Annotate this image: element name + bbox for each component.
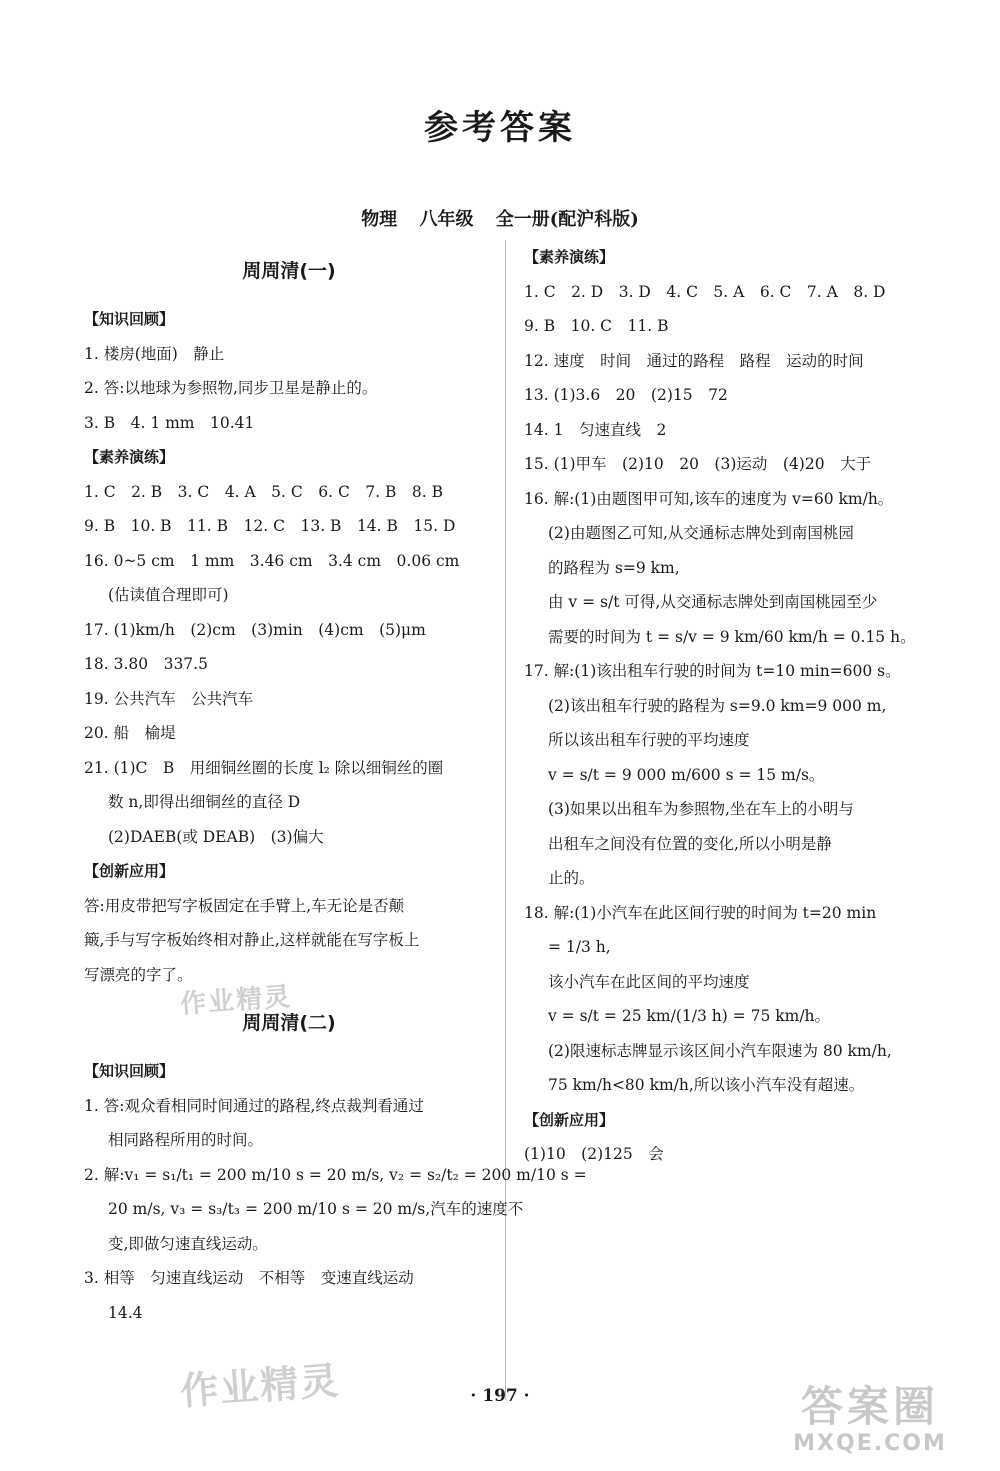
answer-line: 16. 解:(1)由题图甲可知,该车的速度为 v=60 km/h。: [524, 489, 894, 508]
answer-line: 16. 0~5 cm 1 mm 3.46 cm 3.4 cm 0.06 cm: [84, 551, 460, 570]
answer-line: (2)DAEB(或 DEAB) (3)偏大: [108, 827, 324, 846]
answer-line: 出租车之间没有位置的变化,所以小明是静: [548, 834, 832, 853]
logo-text: 答案圈: [800, 1382, 939, 1431]
section-heading: 【知识回顾】: [84, 310, 175, 328]
answer-line: 17. (1)km/h (2)cm (3)min (4)cm (5)μm: [84, 620, 426, 639]
answer-line: (2)由题图乙可知,从交通标志牌处到南国桃园: [548, 524, 854, 542]
page-title: 参考答案: [424, 108, 576, 148]
answer-line: (2)该出租车行驶的路程为 s=9.0 km=9 000 m,: [548, 696, 887, 715]
answer-line: 12. 速度 时间 通过的路程 路程 运动的时间: [524, 351, 864, 370]
answer-line: 由 v = s/t 可得,从交通标志牌处到南国桃园至少: [548, 593, 878, 611]
answer-line: 1. 答:观众看相同时间通过的路程,终点裁判看通过: [84, 1096, 424, 1115]
answer-line: 13. (1)3.6 20 (2)15 72: [524, 386, 728, 404]
answer-line: 簸,手与写字板始终相对静止,这样就能在写字板上: [84, 931, 420, 949]
answer-line: 3. 相等 匀速直线运动 不相等 变速直线运动: [84, 1269, 414, 1287]
logo-url: MXQE.COM: [793, 1431, 947, 1456]
answer-line: 9. B 10. B 11. B 12. C 13. B 14. B 15. D: [84, 517, 456, 535]
watermark: 作业精灵: [179, 982, 294, 1020]
answer-line: 21. (1)C B 用细铜丝圈的长度 l₂ 除以细铜丝的圈: [84, 758, 444, 777]
section-heading: 【创新应用】: [524, 1110, 615, 1129]
answer-line: 写漂亮的字了。: [84, 965, 193, 984]
answer-line: 相同路程所用的时间。: [108, 1131, 264, 1149]
answer-line: 1. 楼房(地面) 静止: [84, 344, 225, 363]
section-heading: 【素养演练】: [524, 248, 615, 266]
answer-line: 18. 解:(1)小汽车在此区间行驶的时间为 t=20 min: [524, 903, 877, 922]
answer-line: 该小汽车在此区间的平均速度: [548, 972, 750, 991]
watermark: 作业精灵: [178, 1358, 342, 1414]
edition: 全一册(配沪科版): [495, 209, 639, 230]
answer-line: 20 m/s, v₃ = s₃/t₃ = 200 m/10 s = 20 m/s,汽车的速度不: [108, 1200, 524, 1218]
answer-line: 20. 船 榆堤: [84, 724, 176, 742]
answer-line: 14.4: [108, 1303, 143, 1322]
answer-line: 的路程为 s=9 km,: [548, 558, 680, 577]
section-heading: 【创新应用】: [84, 862, 175, 880]
answer-line: 17. 解:(1)该出租车行驶的时间为 t=10 min=600 s。: [524, 662, 901, 680]
answer-line: 1. C 2. B 3. C 4. A 5. C 6. C 7. B 8. B: [84, 482, 444, 501]
corner-logo: [750, 1383, 990, 1463]
subtitle: [0, 205, 1000, 231]
section-heading: 【素养演练】: [84, 448, 175, 466]
answer-line: v = s/t = 25 km/(1/3 h) = 75 km/h。: [548, 1007, 831, 1025]
subject: 物理: [361, 209, 398, 230]
answer-line: 75 km/h<80 km/h,所以该小汽车没有超速。: [548, 1076, 865, 1094]
answer-line: 19. 公共汽车 公共汽车: [84, 689, 254, 708]
answer-line: 所以该出租车行驶的平均速度: [548, 731, 750, 749]
answer-line: 14. 1 匀速直线 2: [524, 420, 667, 439]
right-column: [524, 240, 936, 1172]
section-heading: 【知识回顾】: [84, 1062, 175, 1080]
week-title: 周周清(二): [242, 1012, 336, 1034]
answer-line: 答:用皮带把写字板固定在手臂上,车无论是否颠: [84, 896, 405, 915]
answer-line: 9. B 10. C 11. B: [524, 317, 669, 335]
answer-line: 18. 3.80 337.5: [84, 655, 208, 673]
answer-line: 2. 解:v₁ = s₁/t₁ = 200 m/10 s = 20 m/s, v₂ = s₂/t₂ = 200 m/10 s =: [84, 1165, 587, 1184]
answer-line: = 1/3 h,: [548, 938, 611, 956]
answer-line: 1. C 2. D 3. D 4. C 5. A 6. C 7. A 8. D: [524, 282, 886, 301]
answer-line: v = s/t = 9 000 m/600 s = 15 m/s。: [548, 765, 825, 784]
answer-line: (2)限速标志牌显示该区间小汽车限速为 80 km/h,: [548, 1041, 892, 1060]
week-title: 周周清(一): [242, 260, 336, 282]
page-number: · 197 ·: [470, 1386, 530, 1406]
answer-line: 变,即做匀速直线运动。: [108, 1234, 268, 1253]
answer-line: 15. (1)甲车 (2)10 20 (3)运动 (4)20 大于: [524, 455, 872, 473]
answer-line: (1)10 (2)125 会: [524, 1145, 664, 1163]
answer-line: 2. 答:以地球为参照物,同步卫星是静止的。: [84, 379, 378, 397]
answer-line: 数 n,即得出细铜丝的直径 D: [108, 793, 301, 811]
answer-line: (3)如果以出租车为参照物,坐在车上的小明与: [548, 800, 854, 818]
answer-line: (估读值合理即可): [108, 586, 229, 604]
answer-line: 3. B 4. 1 mm 10.41: [84, 413, 255, 432]
grade: 八年级: [419, 209, 474, 230]
answer-line: 需要的时间为 t = s/v = 9 km/60 km/h = 0.15 h。: [548, 627, 916, 646]
answer-line: 止的。: [548, 869, 595, 887]
